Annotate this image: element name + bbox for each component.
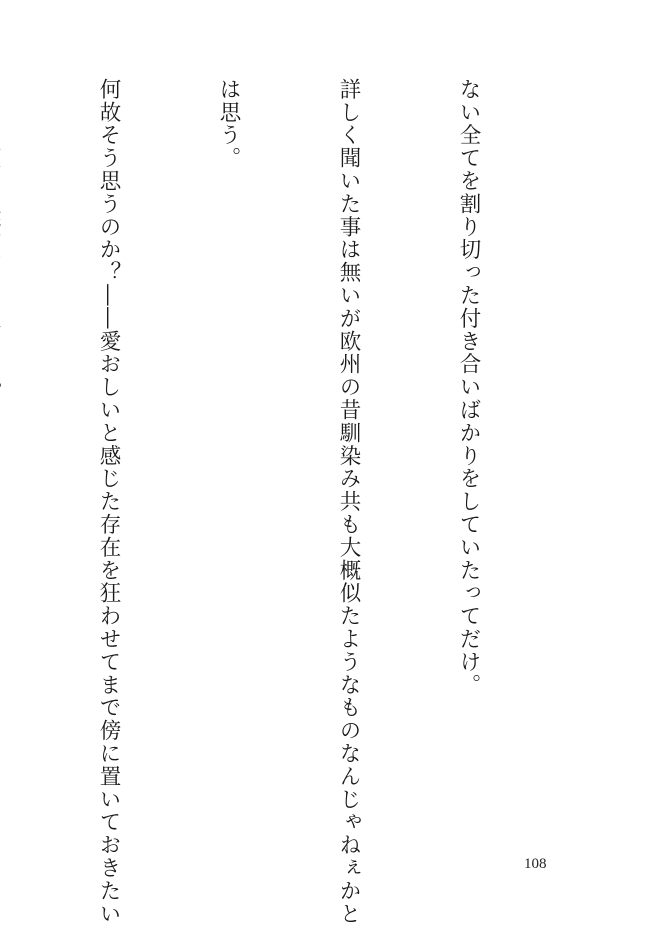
text-line-5 (0, 78, 8, 848)
text-line-2: 詳しく聞いた事は無いが欧州の昔馴染み共も大概似たようなものなんじゃねぇかと (336, 78, 361, 926)
page-number: 108 (524, 856, 547, 872)
text-line-4: 何故そう思うのか？――愛おしいと感じた存在を狂わせてまで傍に置いておきたい (96, 78, 121, 926)
text-line-3: は思う。 (216, 78, 241, 170)
text-line-1: ない全てを割り切った付き合いばかりをしていたってだけ。 (456, 78, 481, 697)
